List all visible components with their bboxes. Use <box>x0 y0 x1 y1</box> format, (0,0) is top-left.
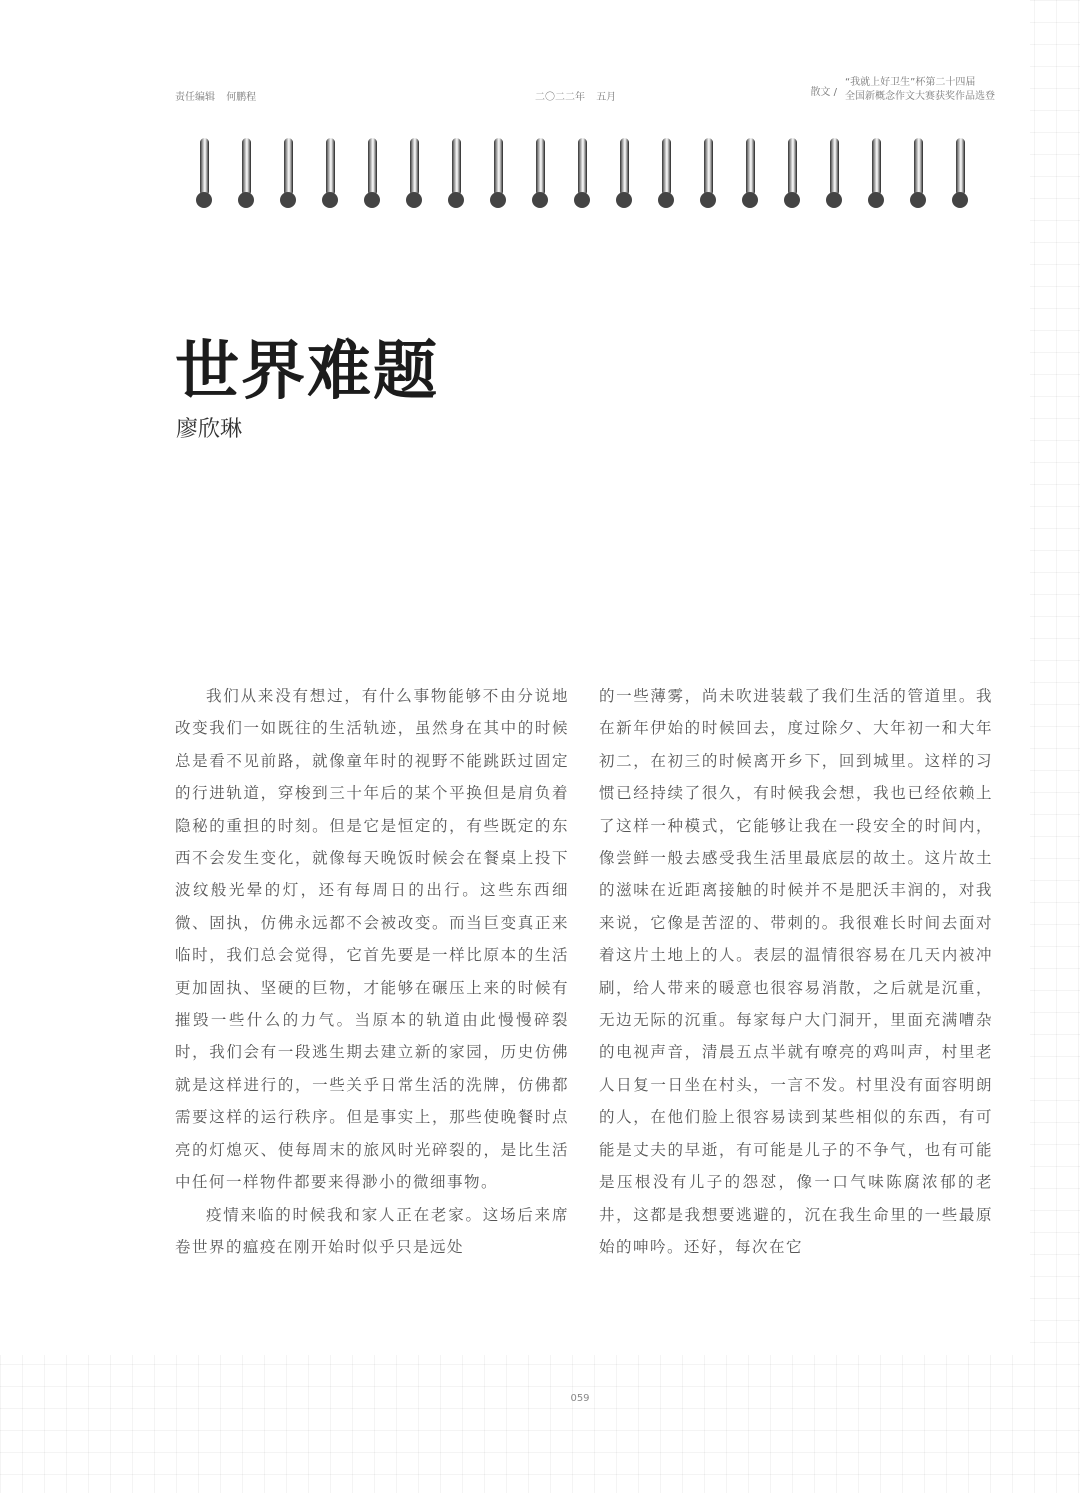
spiral-ring-icon <box>570 138 594 210</box>
spiral-ring-icon <box>318 138 342 210</box>
spiral-ring-icon <box>612 138 636 210</box>
body-column-left <box>175 680 569 1263</box>
header-month: 五月 <box>596 92 617 103</box>
page-number: 059 <box>570 1393 590 1404</box>
spiral-ring-icon <box>906 138 930 210</box>
spiral-ring-icon <box>696 138 720 210</box>
spiral-ring-icon <box>276 138 300 210</box>
article-title: 世界难题 <box>175 335 439 409</box>
header-editor-label: 责任编辑 <box>175 92 215 103</box>
header-issue-date <box>535 88 624 103</box>
spiral-ring-icon <box>654 138 678 210</box>
header-contest-line-1: “我就上好卫生”杯第二十四届 <box>845 77 976 88</box>
spiral-ring-icon <box>486 138 510 210</box>
article-author: 廖欣琳 <box>176 417 243 442</box>
spiral-ring-icon <box>864 138 888 210</box>
header-contest-line-2: 全国新概念作文大赛获奖作品选登 <box>845 91 995 102</box>
header-editor-name: 何鹏程 <box>226 92 257 103</box>
page-header <box>175 77 995 114</box>
header-section-label: 散文 / <box>810 86 837 98</box>
header-year: 二〇二二年 <box>535 92 585 103</box>
spiral-ring-icon <box>360 138 384 210</box>
body-paragraph-1: 我们从来没有想过，有什么事物能够不由分说地改变我们一如既往的生活轨迹，虽然身在其中的时候总是看不见前路，就像童年时的视野不能跳跃过固定的行进轨道，穿梭到三十年后的某个平换但是肩负着隐秘的重担的时刻。但是它是恒定的，有些既定的东西不会发生变化，就像每天晚饭时候会在餐桌上投下波纹般光晕的灯，还有每周日的出行。这些东西细微、固执，仿佛永远都不会被改变。而当巨变真正来临时，我们总会觉得，它首先要是一样比原本的生活更加固执、坚硬的巨物，才能够在碾压上来的时候有摧毁一些什么的力气。当原本的轨道由此慢慢碎裂时，我们会有一段逃生期去建立新的家园，历史仿佛就是这样进行的，一些关乎日常生活的洗牌，仿佛都需要这样的运行秩序。但是事实上，那些使晚餐时点亮的灯熄灭、使每周末的旅风时光碎裂的，是比生活中任何一样物件都要来得渺小的微细事物。 <box>175 687 569 1192</box>
spiral-ring-icon <box>948 138 972 210</box>
body-column-right <box>599 680 993 1263</box>
spiral-ring-icon <box>780 138 804 210</box>
spiral-ring-icon <box>234 138 258 210</box>
body-paragraph-2-continued: 的一些薄雾，尚未吹进装载了我们生活的管道里。我在新年伊始的时候回去，度过除夕、大年初一和大年初二，在初三的时候离开乡下，回到城里。这样的习惯已经持续了很久，有时候我会想，我也已经依赖上了这样一种模式，它能够让我在一段安全的时间内，像尝鲜一般去感受我生活里最底层的故土。这片故土的滋味在近距离接触的时候并不是肥沃丰润的，对我来说，它像是苦涩的、带刺的。我很难长时间去面对着这片土地上的人。表层的温情很容易在几天内被冲刷，给人带来的暖意也很容易消散，之后就是沉重，无边无际的沉重。每家每户大门洞开，里面充满嘈杂的电视声音，清晨五点半就有嘹亮的鸡叫声，村里老人日复一日坐在村头，一言不发。村里没有面容明朗的人，在他们脸上很容易读到某些相似的东西，有可能是丈夫的早逝，有可能是儿子的不争气，也有可能是压根没有儿子的怨怼，像一口气味陈腐浓郁的老井，这都是我想要逃避的，沉在我生命里的一些最原始的呻吟。还好，每次在它 <box>599 687 993 1256</box>
spiral-ring-icon <box>402 138 426 210</box>
header-column-info <box>810 76 995 104</box>
header-editor <box>175 88 264 103</box>
spiral-ring-icon <box>192 138 216 210</box>
spiral-ring-icon <box>738 138 762 210</box>
spiral-ring-icon <box>528 138 552 210</box>
spiral-ring-icon <box>822 138 846 210</box>
spiral-binding <box>192 138 972 210</box>
spiral-ring-icon <box>444 138 468 210</box>
body-paragraph-2-start: 疫情来临的时候我和家人正在老家。这场后来席卷世界的瘟疫在刚开始时似乎只是远处 <box>175 1205 569 1256</box>
